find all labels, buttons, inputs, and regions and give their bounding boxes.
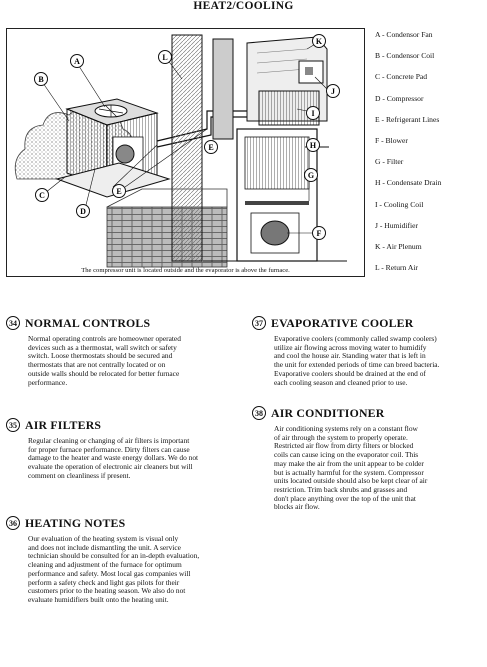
- body-line: each cooling season and cleaned prior to use.: [274, 377, 408, 387]
- legend-item: H - Condensate Drain: [375, 178, 442, 188]
- section-title: HEATING NOTES: [25, 515, 126, 530]
- section-number-badge: 34: [6, 316, 20, 330]
- legend-item: B - Condensor Coil: [375, 51, 435, 61]
- diagram-legend: [375, 30, 485, 284]
- body-line: for proper furnace performance. Dirty filters can cause: [28, 444, 190, 454]
- callout-i-text: I: [311, 109, 315, 118]
- body-line: but is actually harmful for the system. Compressor: [274, 467, 424, 477]
- section-body: [28, 535, 242, 605]
- callout-a-text: A: [74, 57, 80, 66]
- condenser-unit: [57, 99, 169, 197]
- body-line: Regular cleaning or changing of air filters is important: [28, 436, 190, 445]
- body-line: restriction. Trim back shrubs and grasses and: [274, 484, 408, 494]
- section-air-filters: [6, 416, 242, 481]
- body-line: Restricted air flow from dirty filters or blocked: [274, 441, 414, 451]
- body-line: evaluate humidifiers built onto the heating unit.: [28, 594, 169, 604]
- callout-j-text: J: [331, 87, 335, 96]
- section-number-badge: 37: [252, 316, 266, 330]
- body-line: may make the air from the unit appear to be colder: [274, 458, 424, 468]
- body-line: switch. Loose thermostats should be secured and: [28, 351, 173, 361]
- legend-item: E - Refrigerant Lines: [375, 114, 440, 124]
- callout-f: [313, 227, 326, 240]
- filter: [245, 201, 309, 205]
- section-heating-notes: [6, 514, 242, 605]
- body-line: perform a safety check and light gas pilots for their: [28, 577, 180, 587]
- body-line: Air conditioning systems rely on a constant flow: [274, 424, 418, 433]
- callout-l: [159, 51, 172, 64]
- legend-item: K - Air Plenum: [375, 241, 422, 251]
- callout-e-1-text: E: [116, 187, 122, 196]
- section-number-badge: 38: [252, 406, 266, 420]
- callout-a: [71, 55, 84, 68]
- return-air-duct: [172, 35, 202, 261]
- body-line: the unit for extended periods of time can breed bacteria.: [274, 360, 440, 370]
- body-line: coils can cause icing on the evaporator coil. This: [274, 450, 419, 460]
- section-evaporative-cooler: [252, 314, 484, 387]
- body-line: customers prior to the heating season. We also do not: [28, 586, 186, 596]
- legend-item: G - Filter: [375, 157, 404, 167]
- body-line: technician should be consulted for an in-depth evaluation,: [28, 551, 200, 561]
- section-title: NORMAL CONTROLS: [25, 315, 151, 330]
- body-line: outside walls should be relocated for better furnace: [28, 368, 180, 378]
- callout-g: [305, 169, 318, 182]
- section-air-conditioner: [252, 404, 484, 512]
- callout-l-text: L: [162, 53, 168, 62]
- section-body: [28, 335, 242, 387]
- callout-d: [77, 205, 90, 218]
- body-line: and does not include dismantling the unit. A service: [28, 542, 181, 552]
- hvac-diagram-drawing: [7, 29, 364, 276]
- body-line: Evaporative coolers (commonly called swamp coolers): [274, 334, 437, 343]
- section-title: EVAPORATIVE COOLER: [271, 315, 414, 330]
- body-line: utilize air flowing across moving water to humidify: [274, 342, 427, 352]
- legend-item: C - Concrete Pad: [375, 72, 428, 82]
- body-line: blocks air flow.: [274, 502, 320, 512]
- section-number-badge: 36: [6, 516, 20, 530]
- legend-item: I - Cooling Coil: [375, 199, 424, 209]
- callout-c: [36, 189, 49, 202]
- callout-g-text: G: [307, 171, 315, 180]
- legend-item: J - Humidifier: [375, 220, 419, 230]
- body-line: and cool the house air. Standing water that is left in: [274, 351, 426, 361]
- section-title: AIR FILTERS: [25, 417, 102, 432]
- callout-c-text: C: [39, 191, 45, 200]
- callout-e-2: [205, 141, 218, 154]
- body-line: evaluate the operation of electronic air cleaners but will: [28, 462, 193, 472]
- brick-wall: [107, 207, 227, 267]
- callout-b: [35, 73, 48, 86]
- page-title: HEAT2/COOLING: [193, 0, 294, 12]
- body-line: Normal operating controls are homeowner operated: [28, 334, 181, 343]
- body-line: Our evaluation of the heating system is visual only: [28, 534, 179, 543]
- section-number-badge: 35: [6, 418, 20, 432]
- callout-k-text: K: [315, 37, 323, 46]
- callout-j: [327, 85, 340, 98]
- body-line: cleaning and adjustment of the furnace for optimum: [28, 560, 182, 570]
- hvac-illustration: [6, 28, 365, 277]
- callout-b-text: B: [38, 75, 44, 84]
- section-body: [274, 335, 484, 387]
- callout-i: [307, 107, 320, 120]
- section-title: AIR CONDITIONER: [271, 405, 385, 420]
- callout-h: [307, 139, 320, 152]
- body-line: performance.: [28, 377, 68, 387]
- body-line: performance and safety. Most local gas companies will: [28, 568, 191, 578]
- section-body: [28, 437, 242, 481]
- body-line: of air through the system to properly operate.: [274, 432, 408, 442]
- section-body: [274, 425, 484, 512]
- legend-item: L - Return Air: [375, 263, 418, 273]
- body-line: devices such as a thermostat, wall switch or safety: [28, 342, 177, 352]
- callout-e-2-text: E: [208, 143, 214, 152]
- body-line: Evaporative coolers should be drained at the end of: [274, 368, 426, 378]
- callout-d-text: D: [80, 207, 86, 216]
- callout-h-text: H: [309, 141, 317, 150]
- figure-caption: The compressor unit is located outside and the evaporator is above the furnace.: [81, 267, 290, 274]
- legend-item: F - Blower: [375, 135, 408, 145]
- legend-item: A - Condensor Fan: [375, 30, 433, 39]
- body-line: damage to the heater and waste energy dollars. We do not: [28, 453, 199, 463]
- callout-e-1: [113, 185, 126, 198]
- callout-f-text: F: [316, 229, 322, 238]
- section-normal-controls: [6, 314, 242, 387]
- body-line: don't place anything over the top of the unit that: [274, 493, 416, 503]
- body-line: thermostats that are not centrally located or on: [28, 360, 166, 370]
- callout-k: [313, 35, 326, 48]
- legend-item: D - Compressor: [375, 93, 424, 103]
- body-line: units located outside should also be kept clear of air: [274, 476, 428, 486]
- body-line: comment on cleanliness if present.: [28, 470, 131, 480]
